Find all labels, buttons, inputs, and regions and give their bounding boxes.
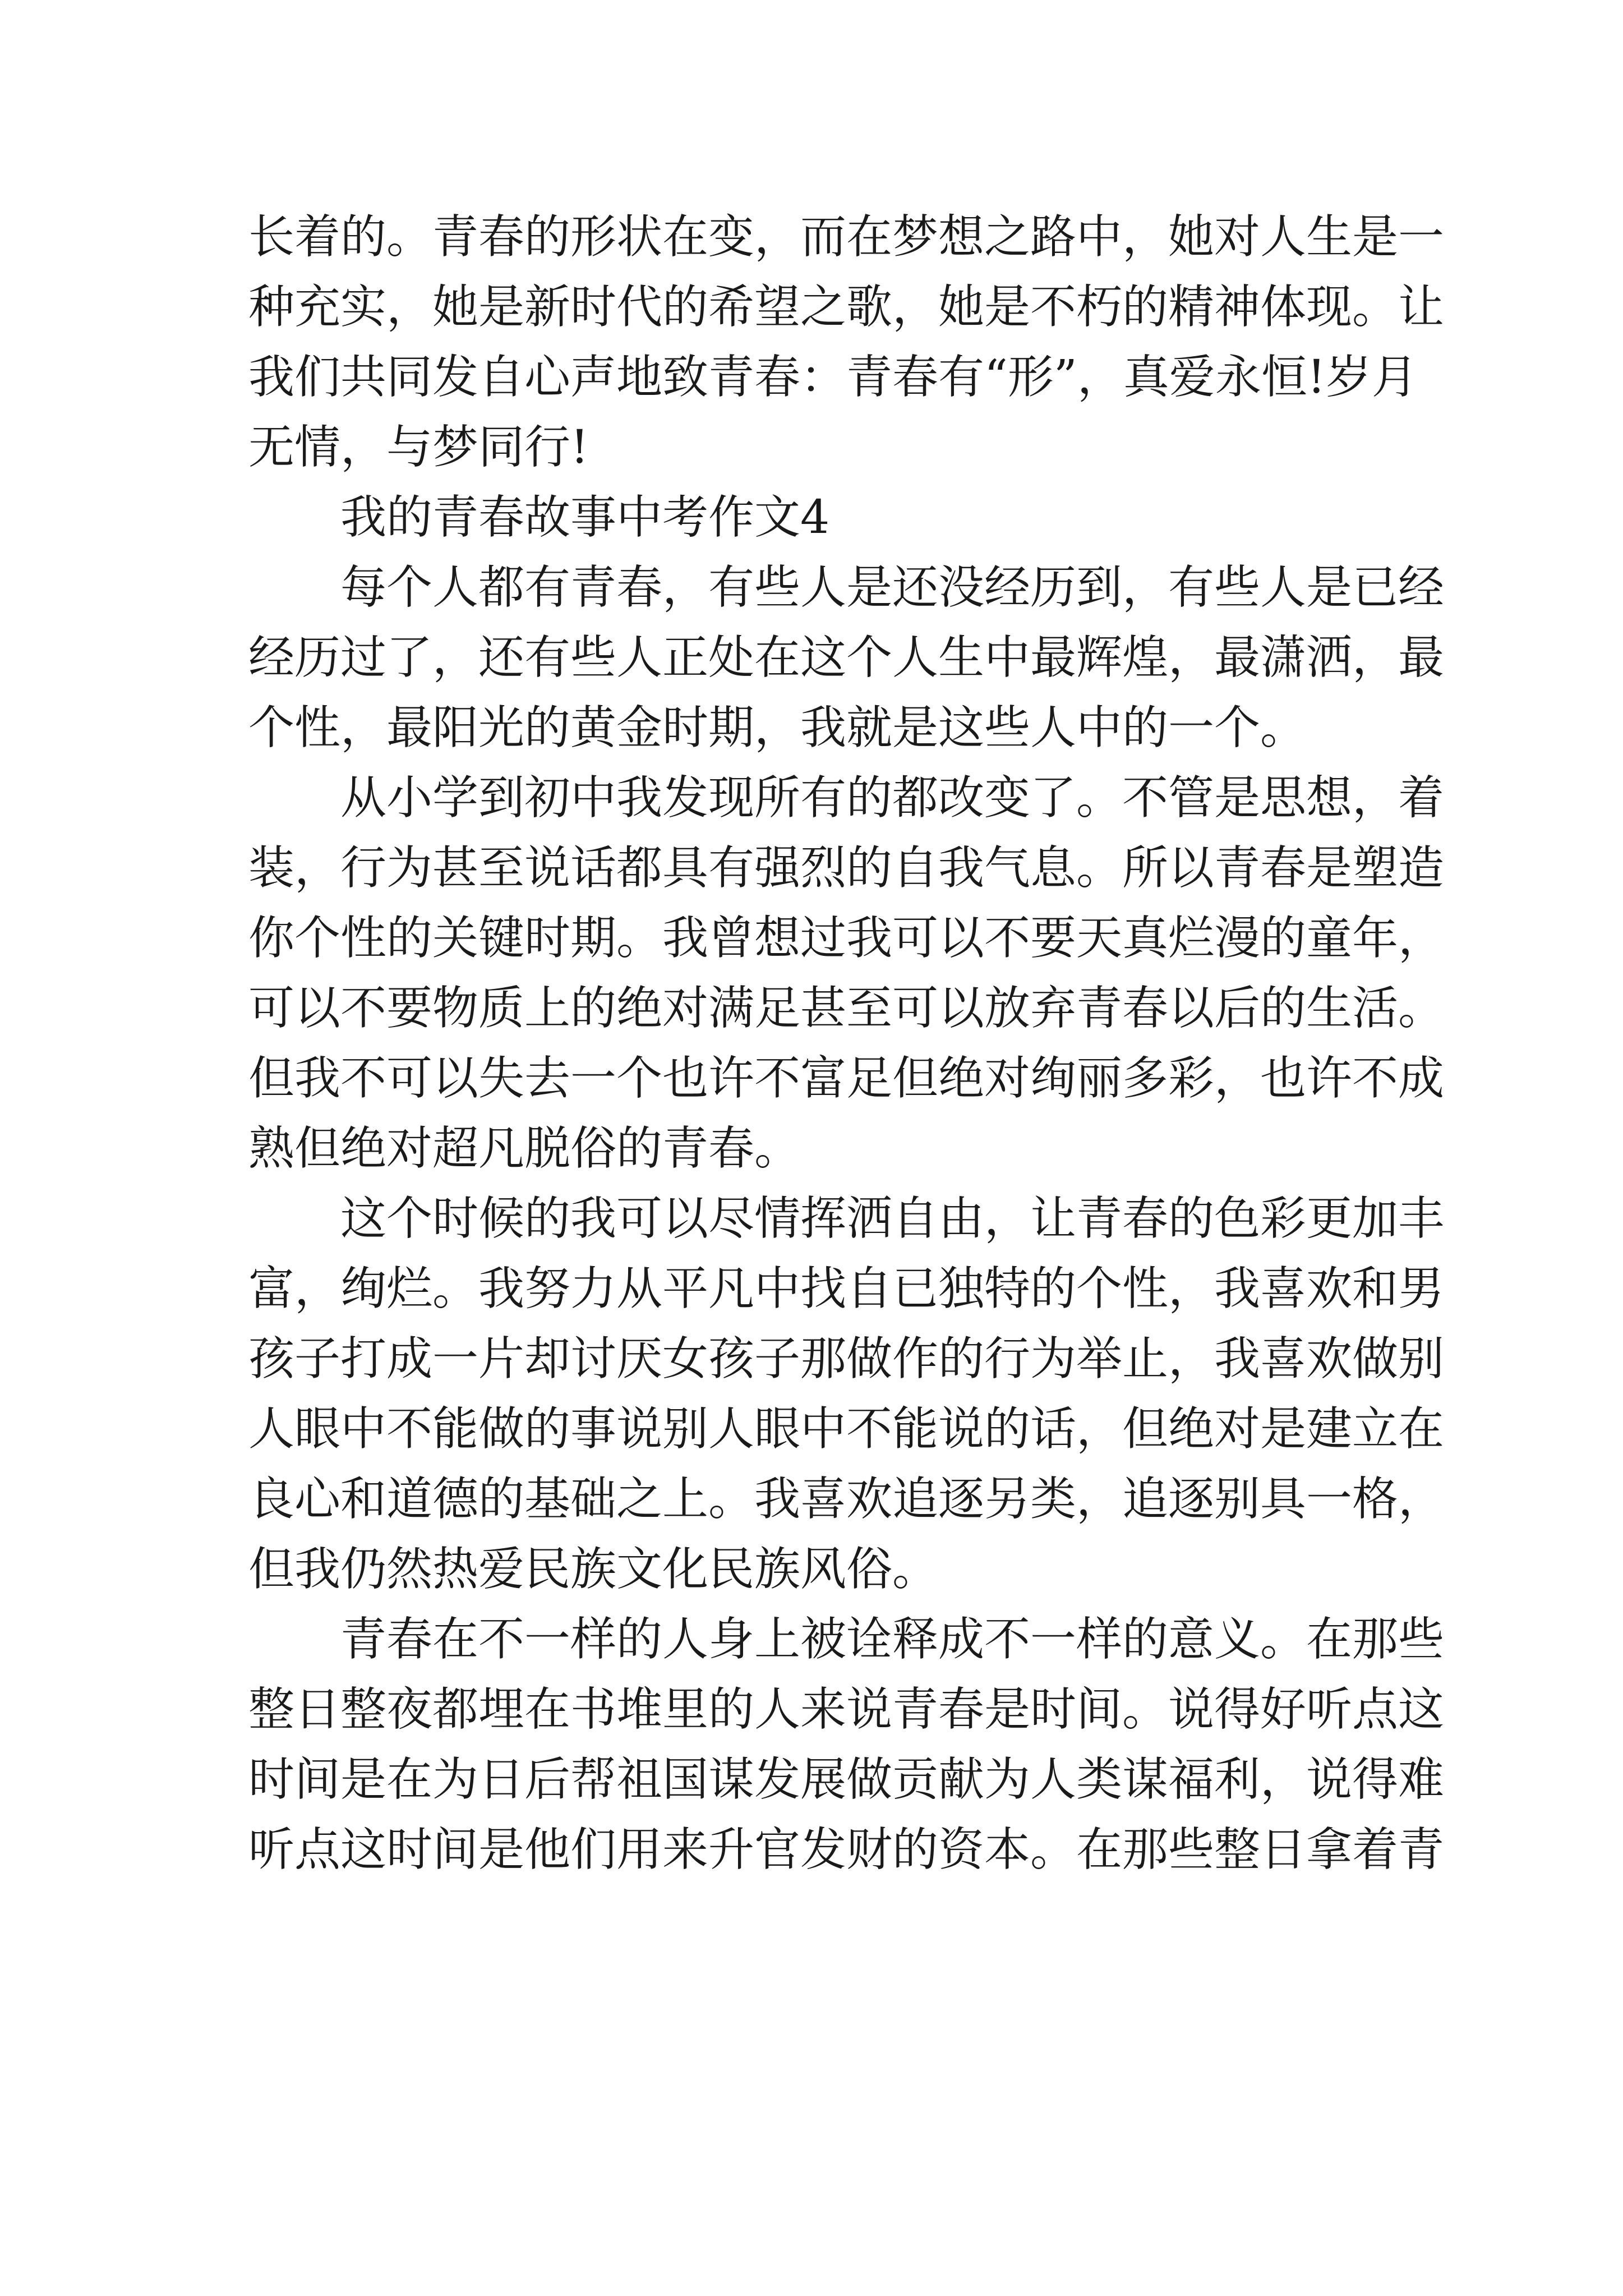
text-line: 个性，最阳光的黄金时期，我就是这些人中的一个。 (248, 701, 1307, 754)
section-heading: 我的青春故事中考作文4 (340, 491, 830, 544)
text-line: 你个性的关键时期。我曾想过我可以不要天真烂漫的童年， (248, 912, 1445, 965)
text-line: 良心和道德的基础之上。我喜欢追逐另类，追逐别具一格， (248, 1473, 1445, 1526)
text-line: 孩子打成一片却讨厌女孩子那做作的行为举止，我喜欢做别 (248, 1332, 1445, 1386)
text-line: 青春在不一样的人身上被诠释成不一样的意义。在那些 (340, 1613, 1445, 1666)
text-line: 每个人都有青春，有些人是还没经历到，有些人是已经 (340, 561, 1445, 614)
text-line: 整日整夜都埋在书堆里的人来说青春是时间。说得好听点这 (248, 1683, 1445, 1736)
text-line: 但我仍然热爱民族文化民族风俗。 (248, 1543, 939, 1596)
text-line: 我们共同发自心声地致青春：青春有“形”，真爱永恒!岁月 (248, 351, 1418, 404)
text-line: 熟但绝对超凡脱俗的青春。 (248, 1122, 801, 1175)
text-line: 可以不要物质上的绝对满足甚至可以放弃青春以后的生活。 (248, 982, 1445, 1035)
text-line: 经历过了，还有些人正处在这个人生中最辉煌，最潇洒，最 (248, 631, 1445, 684)
text-line: 这个时候的我可以尽情挥洒自由，让青春的色彩更加丰 (340, 1192, 1445, 1245)
text-line: 但我不可以失去一个也许不富足但绝对绚丽多彩，也许不成 (248, 1052, 1445, 1105)
text-line: 听点这时间是他们用来升官发财的资本。在那些整日拿着青 (248, 1823, 1445, 1876)
text-line: 人眼中不能做的事说别人眼中不能说的话，但绝对是建立在 (248, 1402, 1445, 1456)
text-line: 无情，与梦同行! (248, 421, 589, 474)
document-body (248, 202, 1445, 1885)
text-line: 富，绚烂。我努力从平凡中找自已独特的个性，我喜欢和男 (248, 1262, 1445, 1315)
text-line: 时间是在为日后帮祖国谋发展做贡献为人类谋福利，说得难 (248, 1753, 1445, 1806)
text-line: 长着的。青春的形状在变，而在梦想之路中，她对人生是一 (248, 210, 1445, 264)
text-line: 装，行为甚至说话都具有强烈的自我气息。所以青春是塑造 (248, 841, 1445, 895)
text-line: 从小学到初中我发现所有的都改变了。不管是思想，着 (340, 771, 1445, 825)
text-line: 种充实，她是新时代的希望之歌，她是不朽的精神体现。让 (248, 280, 1445, 334)
